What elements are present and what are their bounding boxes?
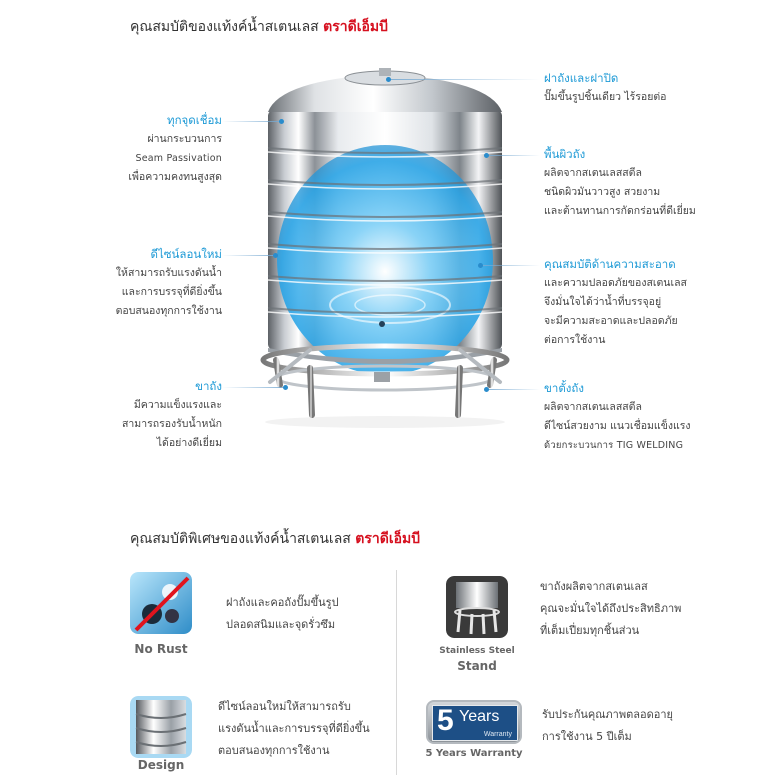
callout-stand bbox=[544, 378, 764, 455]
warranty-sub: Warranty bbox=[483, 731, 512, 738]
callout-surface-line-1: ผลิตจากสเตนเลสสตีล bbox=[544, 167, 642, 179]
callout-stand-line-3: ด้วยกระบวนการ TIG WELDING bbox=[544, 440, 684, 451]
no-rust-icon bbox=[130, 572, 192, 634]
callout-clean-line-2: จึงมั่นใจได้ว่าน้ำที่บรรจุอยู่ bbox=[544, 296, 662, 308]
design-line-2: แรงดันน้ำและการบรรจุที่ดียิ่งขึ้น bbox=[218, 722, 370, 735]
water-tank-illustration bbox=[240, 60, 530, 430]
callout-clean-title: คุณสมบัติด้านความสะอาด bbox=[544, 257, 676, 271]
stand-text bbox=[540, 576, 681, 642]
callout-legs-line-2: สามารถรองรับน้ำหนัก bbox=[121, 418, 222, 430]
feature-divider bbox=[396, 570, 397, 775]
callout-surface-title: พื้นผิวถัง bbox=[544, 147, 586, 161]
no-rust-line-2: ปลอดสนิมและจุดรั่วซึม bbox=[226, 618, 336, 631]
no-rust-text bbox=[226, 592, 339, 636]
callout-surface bbox=[544, 144, 764, 221]
leader-line-surface bbox=[486, 155, 540, 156]
page-title bbox=[130, 16, 388, 38]
leader-line-clean bbox=[480, 265, 540, 266]
warranty-number: 5 bbox=[437, 704, 454, 737]
leader-line-lid bbox=[388, 79, 540, 80]
callout-stand-title: ขาตั้งถัง bbox=[544, 381, 584, 395]
callout-design bbox=[60, 244, 222, 321]
special-title-brand: ตราดีเอ็มบี bbox=[355, 531, 421, 547]
warranty-caption: 5 Years Warranty bbox=[425, 748, 523, 759]
callout-lid bbox=[544, 68, 764, 107]
design-line-3: ตอบสนองทุกการใช้งาน bbox=[218, 744, 330, 757]
leader-line-weld bbox=[222, 121, 282, 122]
callout-stand-line-1: ผลิตจากสเตนเลสสตีล bbox=[544, 401, 642, 413]
stand-caption-1: Stainless Steel bbox=[439, 646, 515, 656]
callout-weld-title: ทุกจุดเชื่อม bbox=[167, 113, 222, 127]
callout-lid-line-1: ปั๊มขึ้นรูปชิ้นเดียว ไร้รอยต่อ bbox=[544, 91, 667, 103]
page-title-text: คุณสมบัติของแท้งค์น้ำสเตนเลส bbox=[130, 19, 319, 35]
callout-legs-line-3: ได้อย่างดีเยี่ยม bbox=[156, 437, 222, 449]
stand-line-3: ที่เต็มเปี่ยมทุกชิ้นส่วน bbox=[540, 624, 640, 637]
callout-surface-line-3: และต้านทานการกัดกร่อนที่ดีเยี่ยม bbox=[544, 205, 696, 217]
special-section-title bbox=[130, 528, 420, 550]
callout-design-line-3: ตอบสนองทุกการใช้งาน bbox=[115, 305, 222, 317]
callout-design-line-1: ให้สามารถรับแรงดันน้ำ bbox=[115, 267, 222, 279]
design-icon bbox=[130, 696, 192, 758]
callout-weld-line-1: ผ่านกระบวนการ bbox=[147, 133, 222, 145]
callout-design-line-2: และการบรรจุที่ดียิ่งขึ้น bbox=[121, 286, 222, 298]
callout-clean-line-3: จะมีความสะอาดและปลอดภัย bbox=[544, 315, 678, 327]
special-title-text: คุณสมบัติพิเศษของแท้งค์น้ำสเตนเลส bbox=[130, 531, 351, 547]
leader-line-stand bbox=[486, 389, 540, 390]
leader-line-design bbox=[222, 255, 276, 256]
callout-surface-line-2: ชนิดผิวมันวาวสูง สวยงาม bbox=[544, 186, 661, 198]
callout-weld-line-2: Seam Passivation bbox=[135, 153, 222, 164]
callout-clean-line-4: ต่อการใช้งาน bbox=[544, 334, 606, 346]
design-text bbox=[218, 696, 370, 762]
warranty-badge bbox=[426, 700, 522, 744]
warranty-line-2: การใช้งาน 5 ปีเต็ม bbox=[542, 730, 632, 743]
callout-legs-title: ขาถัง bbox=[195, 379, 222, 393]
stand-caption-2: Stand bbox=[457, 659, 497, 673]
warranty-text bbox=[542, 704, 673, 748]
callout-design-title: ดีไซน์ลอนใหม่ bbox=[150, 247, 222, 261]
design-line-1: ดีไซน์ลอนใหม่ให้สามารถรับ bbox=[218, 700, 351, 713]
no-rust-line-1: ฝาถังและคอถังปั๊มขึ้นรูป bbox=[226, 596, 339, 609]
callout-legs bbox=[60, 376, 222, 453]
callout-stand-line-2: ดีไซน์สวยงาม แนวเชื่อมแข็งแรง bbox=[544, 420, 691, 432]
callout-weld bbox=[60, 110, 222, 187]
callout-clean bbox=[544, 254, 764, 350]
warranty-line-1: รับประกันคุณภาพตลอดอายุ bbox=[542, 708, 673, 721]
stand-line-2: คุณจะมั่นใจได้ถึงประสิทธิภาพ bbox=[540, 602, 682, 615]
callout-lid-title: ฝาถังและฝาปิด bbox=[544, 71, 619, 85]
warranty-word: Years bbox=[459, 708, 500, 725]
design-caption: Design bbox=[137, 758, 185, 772]
callout-clean-line-1: และความปลอดภัยของสเตนเลส bbox=[544, 277, 687, 289]
stand-line-1: ขาถังผลิตจากสเตนเลส bbox=[540, 580, 648, 593]
callout-legs-line-1: มีความแข็งแรงและ bbox=[133, 399, 222, 411]
callout-weld-line-3: เพื่อความคงทนสูงสุด bbox=[128, 171, 222, 183]
leader-line-legs bbox=[222, 387, 286, 388]
no-rust-caption: No Rust bbox=[134, 642, 188, 656]
stainless-stand-icon bbox=[446, 576, 508, 638]
page-title-brand: ตราดีเอ็มบี bbox=[323, 19, 389, 35]
